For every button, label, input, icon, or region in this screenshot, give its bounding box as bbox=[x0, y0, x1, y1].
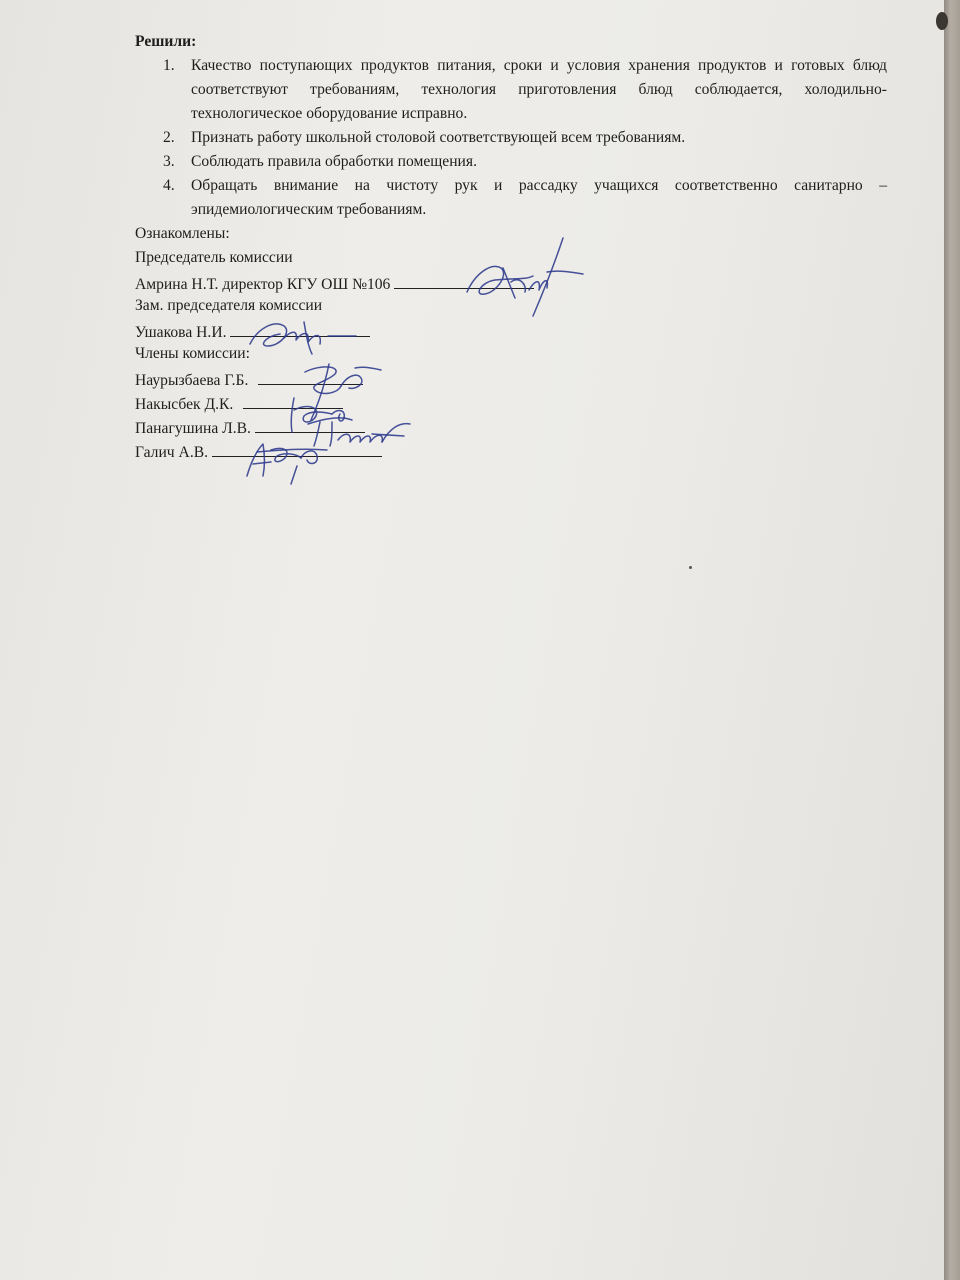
members-label: Члены комиссии: bbox=[135, 345, 250, 362]
decision-text: Соблюдать правила обработки помещения. bbox=[191, 153, 477, 170]
acquainted-label: Ознакомлены: bbox=[135, 225, 230, 242]
deputy-name: Ушакова Н.И. bbox=[135, 324, 227, 341]
chair-title: Председатель комиссии bbox=[135, 249, 293, 266]
decision-number: 3. bbox=[163, 153, 175, 170]
member-signature-line bbox=[135, 390, 887, 414]
chair-signature-image bbox=[455, 232, 590, 322]
deputy-title: Зам. председателя комиссии bbox=[135, 297, 323, 314]
decision-item bbox=[135, 174, 887, 222]
decision-number: 2. bbox=[163, 129, 175, 146]
punch-hole bbox=[936, 12, 948, 30]
deputy-signature-image bbox=[244, 312, 374, 357]
decision-item bbox=[135, 54, 887, 126]
paper-edge bbox=[944, 0, 960, 1280]
member-signature-line bbox=[135, 366, 887, 390]
member-signature-image bbox=[235, 436, 335, 486]
decision-text: Качество поступающих продуктов питания, сроки и условия хранения продуктов и готовых блюд соответствуют требованиям, технология приготовления блюд соблюдается, холодильно-технологическое оборудование исправно. bbox=[191, 57, 887, 122]
decision-item bbox=[135, 150, 887, 174]
chair-name: Амрина Н.Т. директор КГУ ОШ №106 bbox=[135, 276, 391, 293]
member-signature-line bbox=[135, 414, 887, 438]
member-name: Накысбек Д.К. bbox=[135, 396, 234, 413]
decision-text: Обращать внимание на чистоту рук и рассадку учащихся соответственно санитарно – эпидемиологическим требованиям. bbox=[191, 177, 887, 218]
paper-speck bbox=[689, 566, 692, 569]
decision-text: Признать работу школьной столовой соответствующей всем требованиям. bbox=[191, 129, 686, 146]
decision-number: 1. bbox=[163, 57, 175, 74]
decisions-heading: Решили: bbox=[135, 33, 197, 50]
member-name: Панагушина Л.В. bbox=[135, 420, 251, 437]
decisions-list bbox=[135, 54, 887, 222]
decision-number: 4. bbox=[163, 177, 175, 194]
member-name: Наурызбаева Г.Б. bbox=[135, 372, 249, 389]
decision-item bbox=[135, 126, 887, 150]
member-name: Галич А.В. bbox=[135, 444, 209, 461]
